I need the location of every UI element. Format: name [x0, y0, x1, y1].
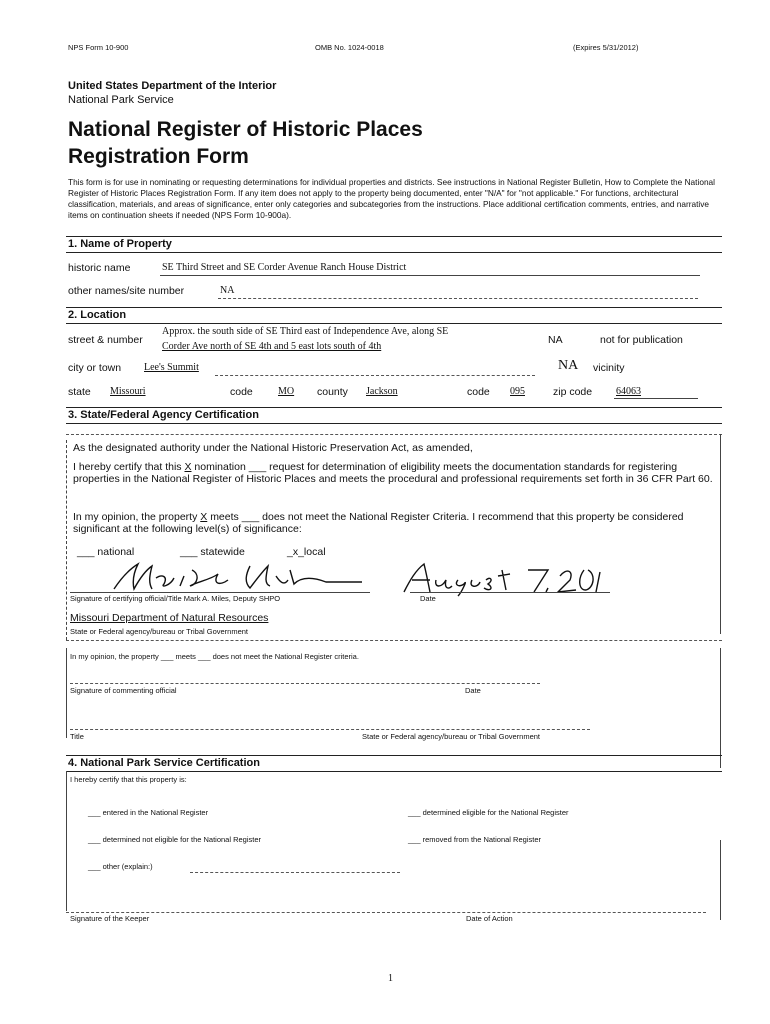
- other-names-field[interactable]: NA: [220, 285, 235, 296]
- instructions-paragraph: This form is for use in nominating or requesting determinations for individual properties and districts. See instructions in National Register Bulletin, How to Complete the National Register of Historic Places Registration Form. If any item does not apply to the property being documented, enter "N/A" for "not applicable." For functions, architectural classification, materials, and areas of significance, enter only categories and subcategories from the instructions. Place additional certification comments, entries, and narrative items on continuation sheets if needed (NPS Form 10-900a).: [68, 177, 716, 220]
- commenting-opinion: In my opinion, the property ___ meets ___ does not meet the National Register criteria.: [70, 652, 359, 661]
- service-name: National Park Service: [68, 94, 174, 106]
- city-label: city or town: [68, 362, 122, 374]
- county-code-label: code: [467, 386, 490, 398]
- sign-date-value: [420, 575, 427, 576]
- agency-name[interactable]: Missouri Department of Natural Resources: [70, 612, 269, 624]
- section-4-heading: 4. National Park Service Certification: [68, 757, 260, 769]
- section-2-heading: 2. Location: [68, 309, 127, 321]
- date-caption: Date: [420, 594, 436, 603]
- street-label: street & number: [68, 334, 143, 346]
- state-field[interactable]: Missouri: [110, 386, 146, 397]
- commenting-signature-caption: Signature of commenting official: [70, 686, 177, 695]
- option-determined-not-eligible[interactable]: ___ determined not eligible for the National Register: [88, 835, 262, 844]
- certify-paragraph: I hereby certify that this X nomination ___ request for determination of eligibility meets the documentation standards for registering properties in the National Register of Historic Places and meets the procedural and professional requirements set forth in 36 CFR Part 60.: [73, 461, 713, 485]
- option-determined-eligible[interactable]: ___ determined eligible for the National Register: [408, 808, 569, 817]
- nps-intro: I hereby certify that this property is:: [70, 775, 187, 784]
- vicinity-na: NA: [558, 358, 579, 373]
- other-names-label: other names/site number: [68, 285, 185, 297]
- not-for-publication-label: not for publication: [600, 334, 683, 346]
- nomination-check[interactable]: X: [184, 461, 192, 473]
- expiration-date: (Expires 5/31/2012): [573, 43, 639, 52]
- page-number: 1: [388, 973, 393, 984]
- historic-name-field[interactable]: SE Third Street and SE Corder Avenue Ranch House District: [162, 262, 407, 273]
- page-title: National Register of Historic Places: [68, 118, 423, 141]
- commenting-date-caption: Date: [465, 686, 481, 695]
- page-subtitle: Registration Form: [68, 145, 249, 168]
- street-na: NA: [548, 334, 563, 346]
- option-other[interactable]: ___ other (explain:): [88, 862, 153, 871]
- level-local[interactable]: _x_local: [287, 546, 326, 558]
- street-field-line2[interactable]: Corder Ave north of SE 4th and 5 east lots south of 4th: [162, 341, 382, 352]
- state-label: state: [68, 386, 91, 398]
- option-entered[interactable]: ___ entered in the National Register: [88, 808, 209, 817]
- county-field[interactable]: Jackson: [366, 386, 398, 397]
- level-national[interactable]: ___ national: [77, 546, 135, 558]
- section-1-heading: 1. Name of Property: [68, 238, 172, 250]
- commenting-agency-caption: State or Federal agency/bureau or Tribal Government: [362, 732, 541, 741]
- zip-label: zip code: [553, 386, 593, 398]
- keeper-signature-caption: Signature of the Keeper: [70, 914, 150, 923]
- level-statewide[interactable]: ___ statewide: [180, 546, 245, 558]
- vicinity-label: vicinity: [593, 362, 625, 374]
- section-3-heading: 3. State/Federal Agency Certification: [68, 409, 259, 421]
- omb-number: OMB No. 1024-0018: [315, 43, 384, 52]
- meets-check[interactable]: X: [200, 511, 208, 523]
- county-label: county: [317, 386, 348, 398]
- opinion-paragraph: In my opinion, the property X meets ___ does not meet the National Register Criteria. I recommend that this property be considered significant at the following level(s) of significance:: [73, 511, 684, 535]
- designated-authority-text: As the designated authority under the National Historic Preservation Act, as amended,: [73, 442, 473, 454]
- option-removed[interactable]: ___ removed from the National Register: [408, 835, 541, 844]
- title-caption: Title: [70, 732, 84, 741]
- state-code-field[interactable]: MO: [278, 386, 295, 397]
- signature-caption: Signature of certifying official/Title Mark A. Miles, Deputy SHPO: [70, 594, 281, 603]
- agency-caption: State or Federal agency/bureau or Tribal Government: [70, 627, 249, 636]
- form-number: NPS Form 10-900: [68, 43, 129, 52]
- street-field-line1[interactable]: Approx. the south side of SE Third east of Independence Ave, along SE: [162, 326, 449, 337]
- date-of-action-caption: Date of Action: [466, 914, 513, 923]
- zip-field[interactable]: 64063: [616, 386, 641, 397]
- historic-name-label: historic name: [68, 262, 131, 274]
- city-field[interactable]: Lee's Summit: [144, 362, 199, 373]
- county-code-field[interactable]: 095: [510, 386, 525, 397]
- certifying-signature: [100, 556, 390, 596]
- department-name: United States Department of the Interior: [68, 80, 277, 92]
- state-code-label: code: [230, 386, 253, 398]
